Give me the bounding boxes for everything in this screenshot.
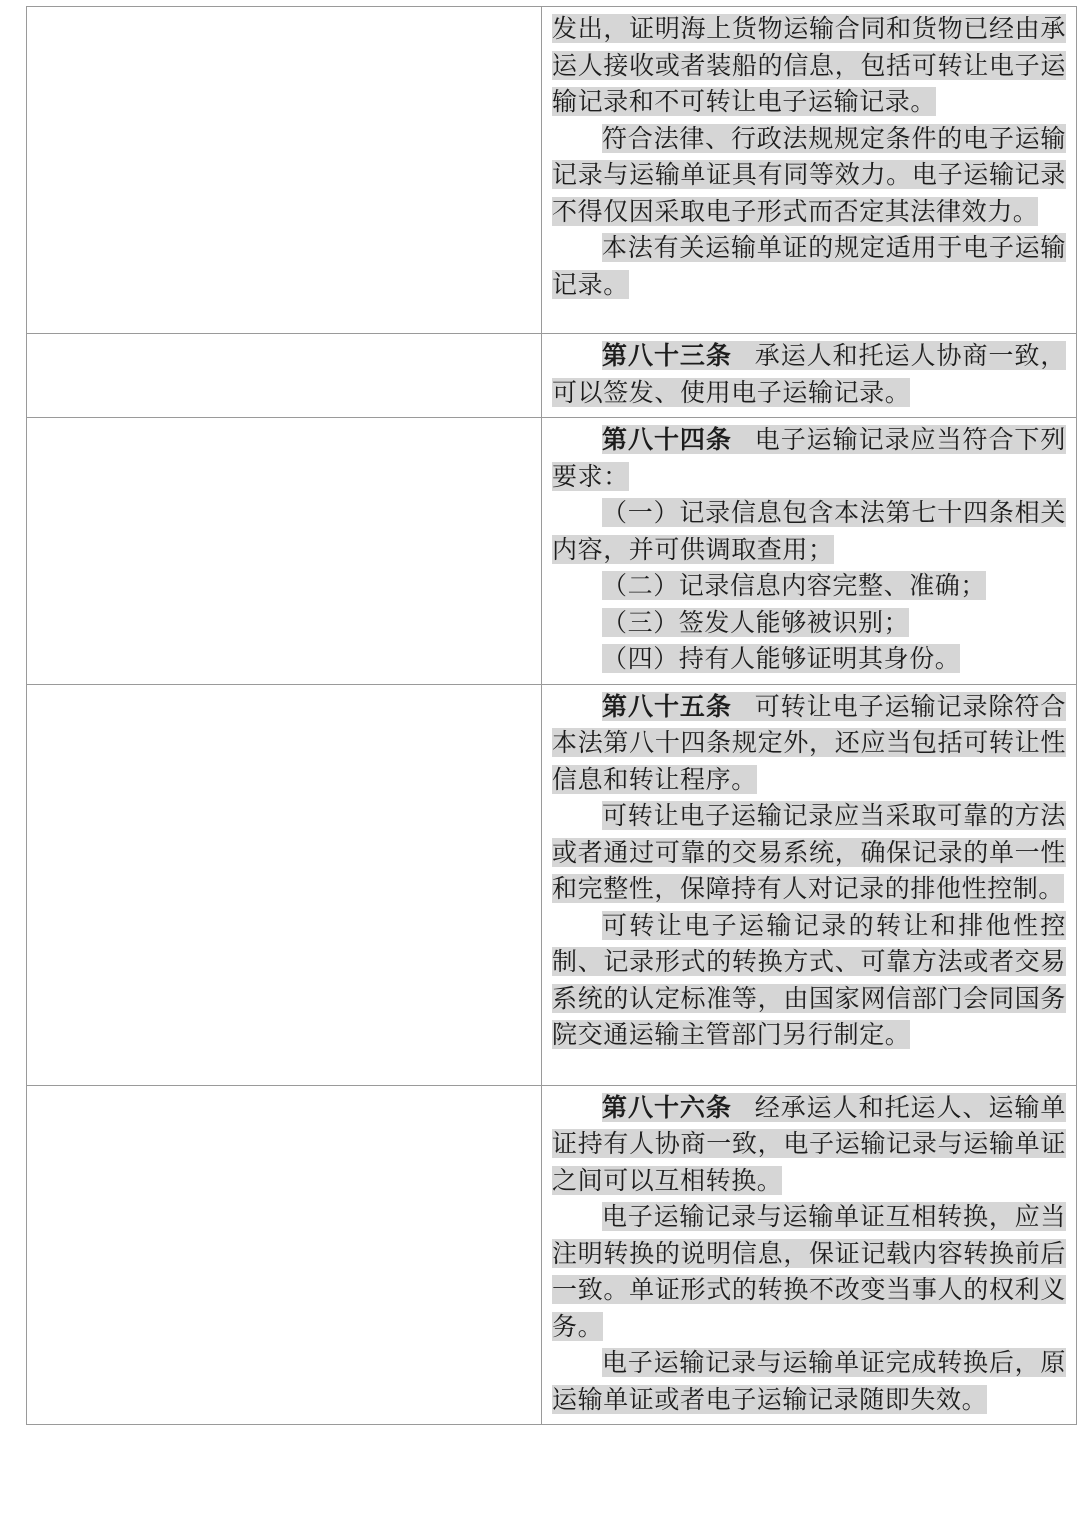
paragraph — [552, 1090, 1066, 1200]
table-row — [27, 684, 1077, 1085]
para-text: （三）签发人能够被识别； — [602, 607, 910, 637]
paragraph — [552, 338, 1066, 411]
paragraph — [552, 798, 1066, 908]
paragraph — [552, 605, 1066, 642]
right-cell — [542, 334, 1077, 418]
para-text: 可转让电子运输记录除符合本法第八十四条规定外，还应当包括可转让性信息和转让程序。 — [552, 691, 1066, 794]
right-cell — [542, 1085, 1077, 1425]
left-cell — [27, 7, 542, 334]
article-number: 第八十三条 — [602, 341, 732, 370]
right-cell — [542, 684, 1077, 1085]
table-row — [27, 1085, 1077, 1425]
article-number: 第八十五条 — [602, 691, 732, 721]
paragraph — [552, 641, 1066, 678]
left-cell — [27, 418, 542, 685]
para-text: 承运人和托运人协商一致，可以签发、使用电子运输记录。 — [552, 341, 1066, 407]
article-number: 第八十四条 — [602, 425, 732, 454]
para-text: 可转让电子运输记录的转让和排他性控制、记录形式的转换方式、可靠方法或者交易系统的认定标准等，由国家网信部门会同国务院交通运输主管部门另行制定。 — [552, 910, 1066, 1049]
paragraph — [552, 495, 1066, 568]
left-cell — [27, 1085, 542, 1425]
left-cell — [27, 334, 542, 418]
right-cell — [542, 418, 1077, 685]
para-text: 符合法律、行政法规规定条件的电子运输记录与运输单证具有同等效力。电子运输记录不得仅因采取电子形式而否定其法律效力。 — [552, 123, 1066, 226]
paragraph — [552, 1199, 1066, 1345]
para-text: 电子运输记录与运输单证互相转换，应当注明转换的说明信息，保证记载内容转换前后一致。单证形式的转换不改变当事人的权利义务。 — [552, 1202, 1066, 1341]
paragraph — [552, 422, 1066, 495]
left-cell — [27, 684, 542, 1085]
paragraph — [552, 689, 1066, 799]
paragraph — [552, 121, 1066, 231]
para-text: 发出，证明海上货物运输合同和货物已经由承运人接收或者装船的信息，包括可转让电子运输记录和不可转让电子运输记录。 — [552, 14, 1066, 116]
paragraph — [552, 230, 1066, 303]
para-text: （一）记录信息包含本法第七十四条相关内容，并可供调取查用； — [552, 498, 1066, 564]
paragraph — [552, 11, 1066, 121]
para-text: 经承运人和托运人、运输单证持有人协商一致，电子运输记录与运输单证之间可以互相转换。 — [552, 1092, 1066, 1195]
table-row — [27, 418, 1077, 685]
right-cell — [542, 7, 1077, 334]
article-number: 第八十六条 — [602, 1092, 732, 1122]
table-row — [27, 7, 1077, 334]
paragraph — [552, 908, 1066, 1054]
table-row — [27, 334, 1077, 418]
paragraph — [552, 568, 1066, 605]
paragraph — [552, 1345, 1066, 1418]
para-text: 电子运输记录应当符合下列要求： — [552, 425, 1066, 491]
para-text: 本法有关运输单证的规定适用于电子运输记录。 — [552, 233, 1066, 299]
para-text: （四）持有人能够证明其身份。 — [602, 644, 961, 673]
para-text: 可转让电子运输记录应当采取可靠的方法或者通过可靠的交易系统，确保记录的单一性和完整性，保障持有人对记录的排他性控制。 — [552, 801, 1066, 903]
comparison-table — [26, 6, 1077, 1425]
para-text: 电子运输记录与运输单证完成转换后，原运输单证或者电子运输记录随即失效。 — [552, 1348, 1066, 1414]
para-text: （二）记录信息内容完整、准确； — [602, 571, 987, 600]
